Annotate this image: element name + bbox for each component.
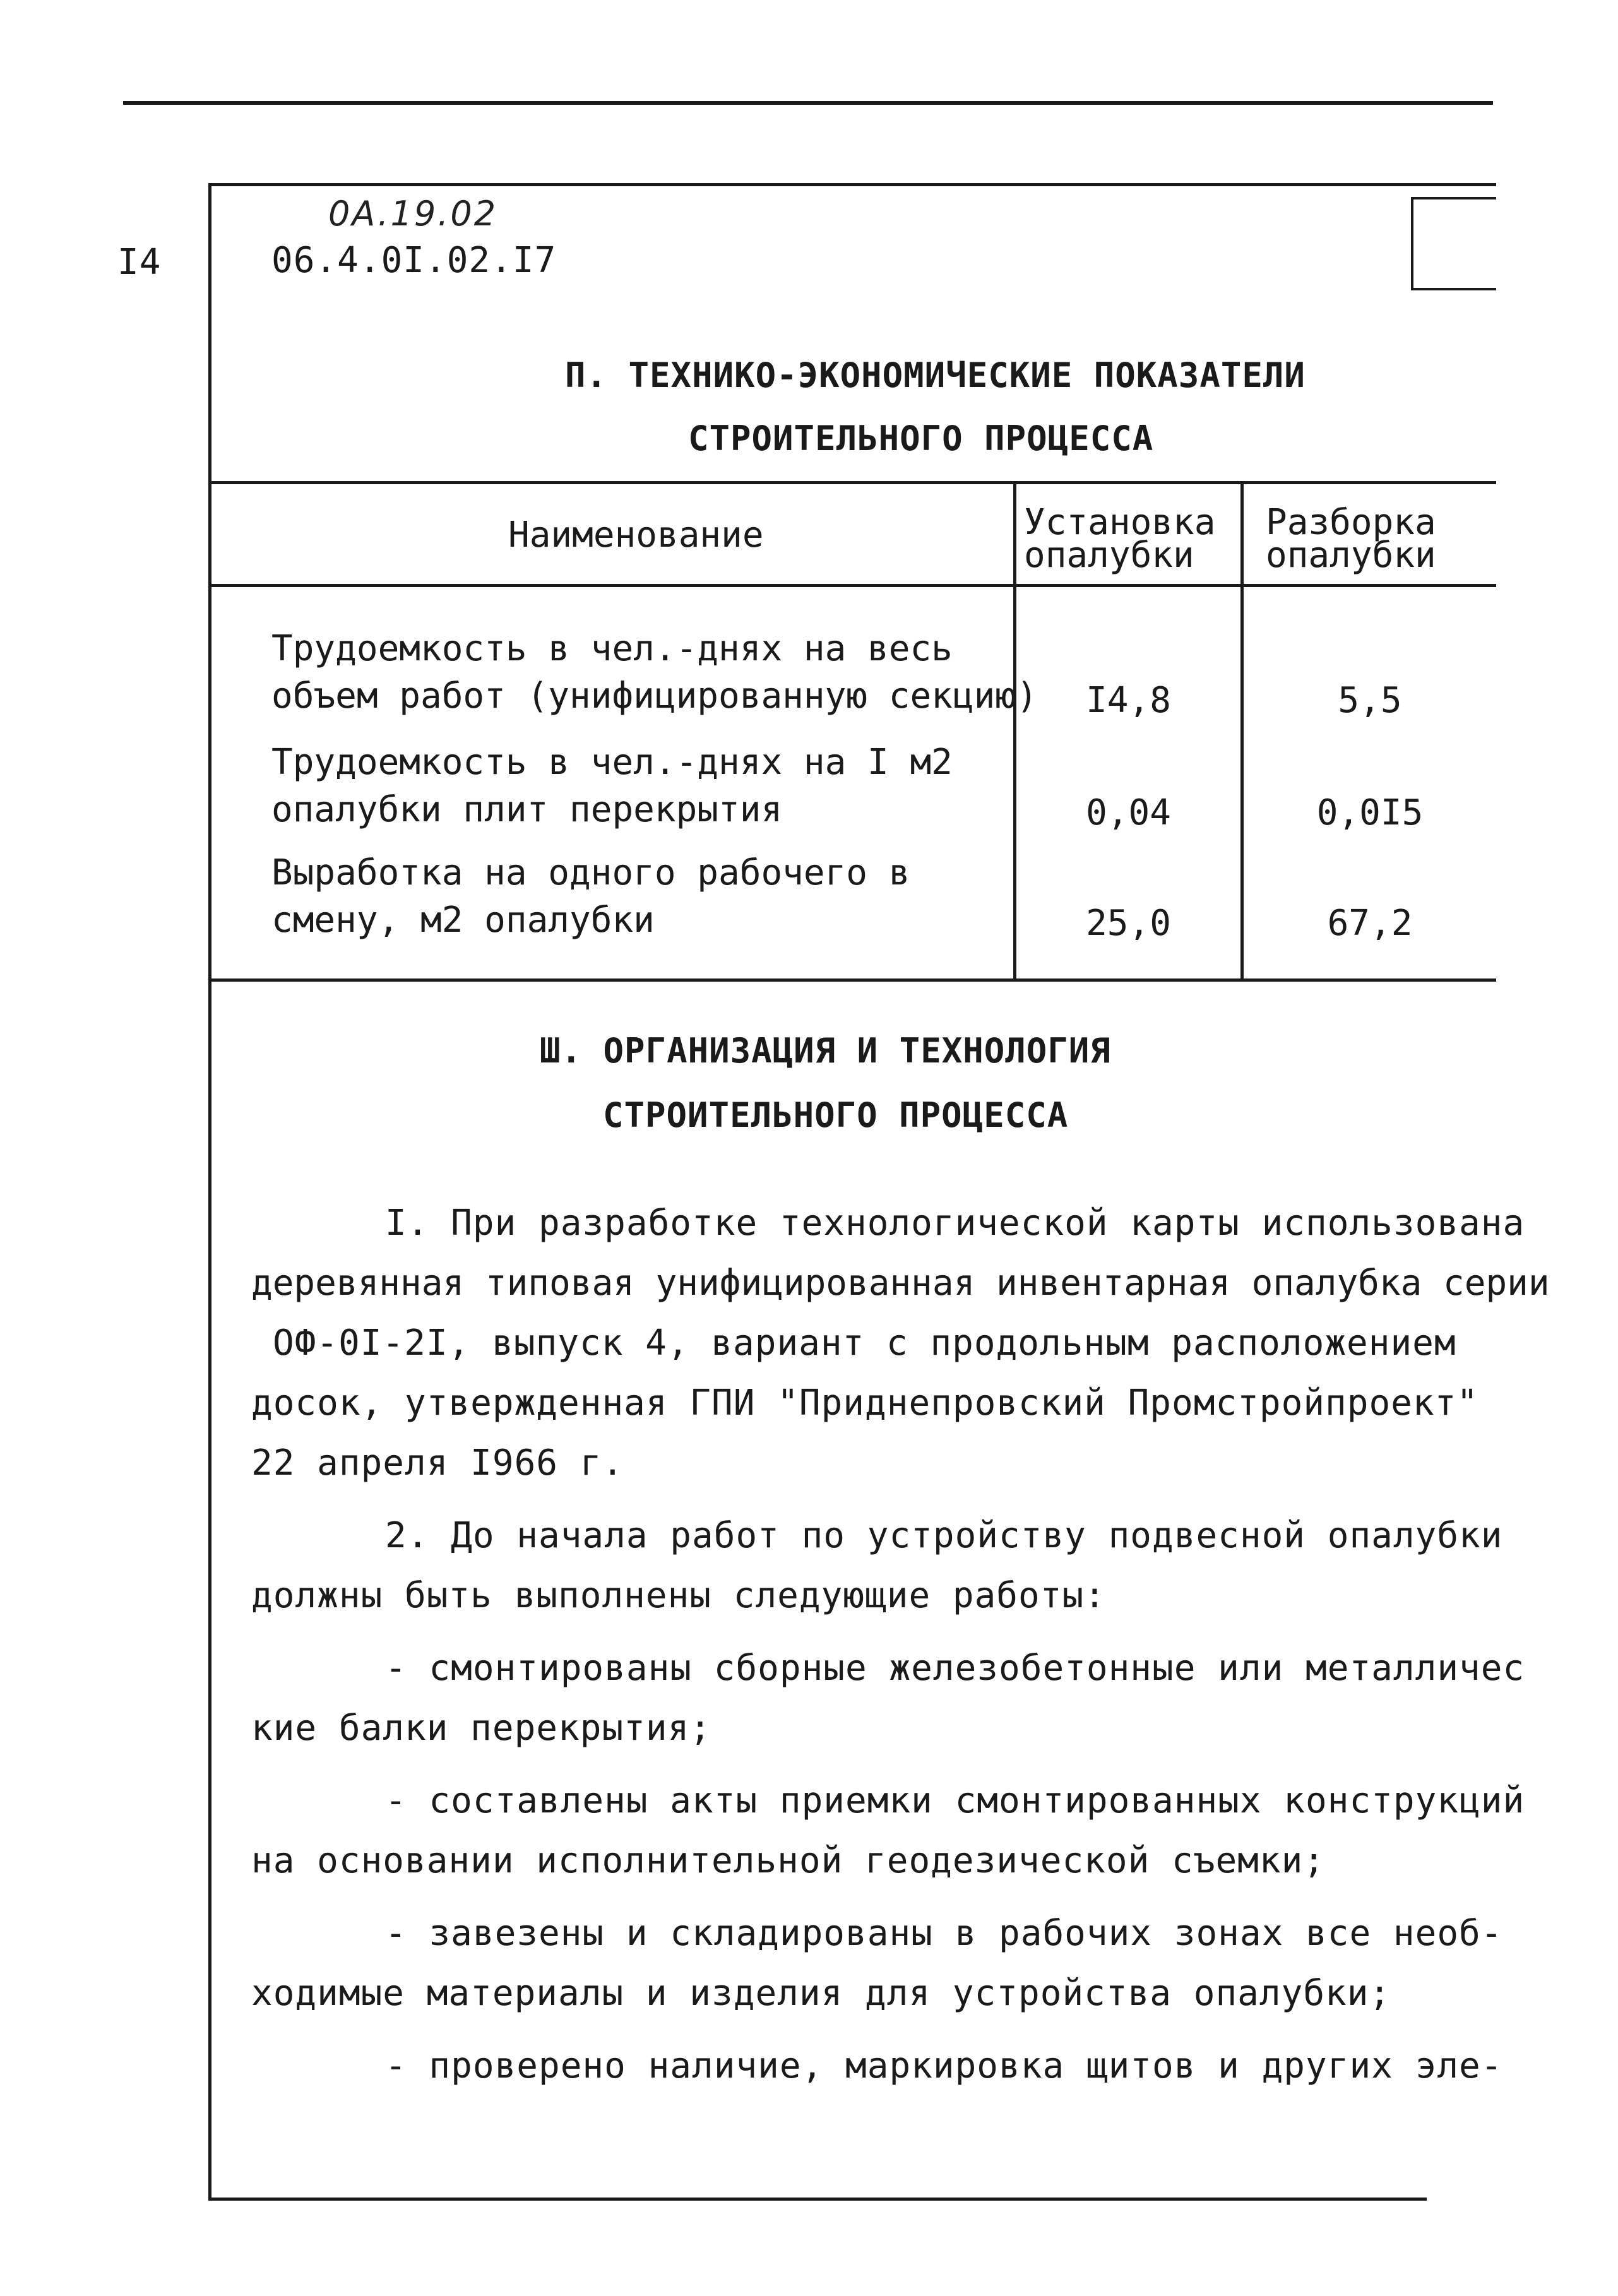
stamp-box-left xyxy=(1411,197,1413,290)
table-row-2-name-line2: опалубки плит перекрытия xyxy=(271,789,783,830)
section-3-line-5: 22 апреля I966 г. xyxy=(251,1442,624,1484)
section-2-title-line1: П. ТЕХНИКО-ЭКОНОМИЧЕСКИЕ ПОКАЗАТЕЛИ xyxy=(565,355,1306,395)
table-bottom-rule xyxy=(208,978,1496,982)
section-3-title-line2: СТРОИТЕЛЬНОГО ПРОЦЕССА xyxy=(603,1095,1069,1135)
section-3-line-2: деревянная типовая унифицированная инвентарная опалубка серии xyxy=(251,1263,1550,1304)
table-row-2-remove: 0,0I5 xyxy=(1316,792,1424,833)
section-2-title-line2: СТРОИТЕЛЬНОГО ПРОЦЕССА xyxy=(688,419,1154,458)
section-3-line-13: ходимые материалы и изделия для устройства опалубки; xyxy=(251,1973,1391,2014)
table-row-1-name-line1: Трудоемкость в чел.-днях на весь xyxy=(271,628,953,669)
frame-left xyxy=(208,183,211,2201)
table-row-3-name-line2: смену, м2 опалубки xyxy=(271,900,655,941)
table-top-rule xyxy=(208,481,1496,484)
section-3-line-10: - составлены акты приемки смонтированных конструкций xyxy=(385,1780,1525,1821)
document-code: 06.4.0I.02.I7 xyxy=(271,240,557,281)
table-header-remove-l2: опалубки xyxy=(1266,535,1436,576)
table-row-2-install: 0,04 xyxy=(1086,792,1171,833)
section-3-line-1: I. При разработке технологической карты использована xyxy=(385,1203,1525,1244)
stamp-box-bottom xyxy=(1411,288,1496,290)
table-row-3-install: 25,0 xyxy=(1086,903,1171,944)
table-row-2-name-line1: Трудоемкость в чел.-днях на I м2 xyxy=(271,742,953,783)
section-3-title-line1: Ш. ОРГАНИЗАЦИЯ И ТЕХНОЛОГИЯ xyxy=(540,1031,1111,1071)
section-3-line-11: на основании исполнительной геодезической съемки; xyxy=(251,1840,1326,1881)
section-3-line-7: должны быть выполнены следующие работы: xyxy=(251,1575,1106,1616)
table-row-1-install: I4,8 xyxy=(1086,680,1171,721)
section-3-line-12: - завезены и складированы в рабочих зонах все необ- xyxy=(385,1913,1503,1954)
section-3-line-8: - смонтированы сборные железобетонные или металличес xyxy=(385,1648,1525,1689)
section-3-line-3: ОФ-0I-2I, выпуск 4, вариант с продольным расположением xyxy=(273,1323,1456,1364)
section-3-line-4: досок, утвержденная ГПИ "Приднепровский Промстройпроект" xyxy=(251,1383,1479,1424)
handwritten-code: 0A.19.02 xyxy=(328,194,498,234)
frame-bottom xyxy=(208,2198,1427,2201)
top-rule xyxy=(123,101,1493,105)
table-header-rule xyxy=(208,584,1496,587)
section-3-line-6: 2. До начала работ по устройству подвесной опалубки xyxy=(385,1515,1503,1556)
table-row-1-name-line2: объем работ (унифицированную секцию) xyxy=(271,675,1038,717)
table-header-name: Наименование xyxy=(508,515,764,556)
table-row-3-remove: 67,2 xyxy=(1327,903,1413,944)
stamp-box-top xyxy=(1411,197,1496,199)
frame-top xyxy=(208,183,1496,186)
page-number: I4 xyxy=(117,242,162,283)
table-header-install-l2: опалубки xyxy=(1024,535,1194,576)
table-row-1-remove: 5,5 xyxy=(1338,680,1402,721)
section-3-line-9: кие балки перекрытия; xyxy=(251,1708,712,1749)
table-header-install-l1: Установка xyxy=(1024,502,1216,543)
table-row-3-name-line1: Выработка на одного рабочего в xyxy=(271,852,910,893)
section-3-line-14: - проверено наличие, маркировка щитов и других эле- xyxy=(385,2045,1503,2086)
table-header-remove-l1: Разборка xyxy=(1266,502,1436,543)
